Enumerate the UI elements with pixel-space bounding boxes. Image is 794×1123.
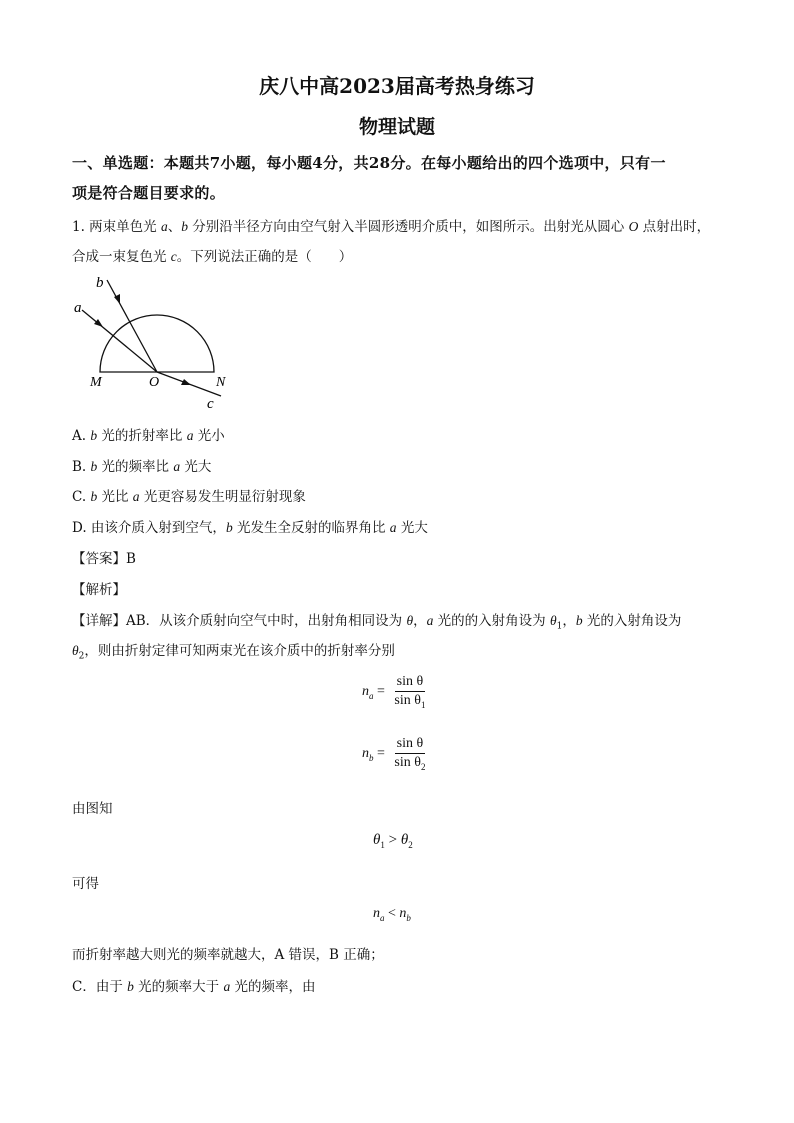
eq-subscript: 2: [420, 761, 426, 772]
var-b: b: [90, 489, 98, 504]
eq-fraction: [392, 736, 427, 772]
eq-subscript: 1: [380, 840, 385, 850]
part-c-text-end: 光的频率，由: [230, 979, 316, 995]
var-c: c: [170, 249, 177, 264]
answer-value: B: [126, 551, 136, 567]
option-text: 光大: [180, 459, 212, 475]
option-text: 光比: [97, 489, 133, 505]
eq-den-text: sin θ: [394, 755, 421, 770]
var-a: a: [173, 459, 181, 474]
option-text: 光小: [193, 428, 225, 444]
detail-line1: [72, 609, 681, 632]
option-prefix: A.: [72, 428, 91, 444]
eq-subscript: a: [380, 912, 385, 923]
eq-subscript: a: [369, 690, 374, 701]
eq-fraction: [392, 674, 427, 710]
part-c-text-mid: 光的频率大于: [133, 979, 224, 995]
detail-label: 【详解】: [72, 613, 126, 629]
option-b: [72, 455, 211, 475]
stem-text: 点射出时，: [638, 219, 711, 235]
exam-title: 庆八中高2023届高考热身练习: [259, 74, 535, 98]
var-a: a: [186, 428, 194, 443]
var-b: b: [225, 520, 233, 535]
semicircle-outline: [100, 315, 214, 372]
option-prefix: B.: [72, 459, 91, 475]
from-figure-text: 由图知: [72, 801, 113, 817]
eq-operator: <: [384, 906, 400, 921]
option-text: 光的频率比: [97, 459, 174, 475]
label-M: M: [90, 375, 102, 390]
eq-symbol: n: [399, 906, 407, 921]
question-stem-line1: [72, 215, 710, 235]
question-stem-line2: [72, 245, 352, 265]
subscript: 2: [78, 651, 85, 662]
var-b: b: [90, 428, 98, 443]
part-c-prefix: C．由于: [72, 979, 128, 995]
eq-denominator: [392, 692, 427, 710]
option-prefix: C.: [72, 489, 91, 505]
var-a: a: [389, 520, 397, 535]
stem-text: 1. 两束单色光: [72, 219, 161, 235]
var-a: a: [223, 979, 231, 994]
detail-text: 光的的入射角设为: [433, 613, 550, 629]
option-text: 光发生全反射的临界角比: [232, 520, 390, 536]
eq-numerator: sin θ: [395, 736, 426, 754]
label-c: c: [207, 396, 214, 412]
stem-text: 。下列说法正确的是（ ）: [176, 249, 353, 265]
answer-line: [72, 547, 136, 567]
option-c: [72, 485, 306, 505]
stem-text: 、: [167, 219, 182, 235]
eq-den-text: sin θ: [394, 693, 421, 708]
stem-text: 分别沿半径方向由空气射入半圆形透明介质中，如图所示。出射光从圆心: [187, 219, 629, 235]
eq-subscript: b: [369, 752, 374, 763]
semicircle-figure: [70, 268, 240, 413]
var-theta1: θ: [549, 613, 557, 628]
detail-text: ，: [562, 613, 576, 629]
can-get-text: 可得: [72, 876, 99, 892]
subscript: 1: [556, 621, 563, 632]
eq-denominator: [392, 754, 427, 772]
var-b: b: [181, 219, 188, 234]
detail-text: ，则由折射定律可知两束光在该介质中的折射率分别: [84, 643, 395, 659]
label-a: a: [74, 300, 82, 316]
eq-symbol: θ: [373, 832, 381, 848]
var-theta2: θ: [72, 643, 79, 658]
var-O: O: [628, 219, 639, 234]
label-b: b: [96, 275, 104, 291]
equation-na: $n_a$ = $\frac{\text{sin θ}}{\sin \theta_1}$: [362, 674, 426, 710]
analysis-label: 【解析】: [72, 582, 126, 598]
option-prefix: D. 由该介质入射到空气，: [72, 520, 226, 536]
detail-text: 光的入射角设为: [582, 613, 682, 629]
var-a: a: [132, 489, 140, 504]
eq-symbol: n: [373, 906, 380, 921]
eq-numerator: sin θ: [395, 674, 426, 692]
option-a: [72, 424, 225, 444]
ray-c-arrow: [181, 379, 191, 385]
eq-subscript: b: [406, 912, 411, 923]
var-b: b: [127, 979, 134, 994]
var-b: b: [575, 613, 583, 628]
conclusion-text: 而折射率越大则光的频率就越大，A 错误，B 正确；: [72, 947, 384, 963]
var-a: a: [160, 219, 168, 234]
inequality-n: [373, 906, 411, 923]
equation-nb: $n_b$ = $\frac{\text{sin θ}}{\sin \theta_2}$: [362, 736, 426, 772]
answer-label: 【答案】: [72, 551, 126, 567]
eq-symbol: n: [362, 746, 369, 762]
section-heading-line2: 项是符合题目要求的。: [72, 184, 226, 202]
detail-line2: [72, 639, 395, 662]
eq-subscript: 2: [408, 840, 413, 850]
option-text: 光更容易发生明显衍射现象: [139, 489, 306, 505]
section-heading-line1: 一、单选题：本题共7小题，每小题4分，共28分。在每小题给出的四个选项中，只有一: [72, 154, 666, 172]
var-a: a: [426, 613, 434, 628]
detail-text: ，: [413, 613, 427, 629]
stem-text: 合成一束复色光: [72, 249, 171, 265]
part-c-text: [72, 975, 316, 995]
inequality-theta: [373, 832, 413, 850]
label-N: N: [216, 375, 226, 390]
subject-title: 物理试题: [358, 116, 435, 138]
ray-b: [107, 280, 157, 372]
var-theta: θ: [406, 613, 414, 628]
option-text: 光的折射率比: [97, 428, 187, 444]
ray-a: [82, 310, 157, 372]
detail-text: AB．从该介质射向空气中时，出射角相同设为: [126, 613, 407, 629]
eq-symbol: n: [362, 684, 369, 700]
var-b: b: [90, 459, 98, 474]
eq-operator: >: [384, 832, 401, 848]
eq-subscript: 1: [420, 699, 426, 710]
option-text: 光大: [396, 520, 428, 536]
label-O: O: [149, 375, 160, 390]
option-d: [72, 516, 428, 536]
eq-symbol: θ: [400, 832, 409, 848]
